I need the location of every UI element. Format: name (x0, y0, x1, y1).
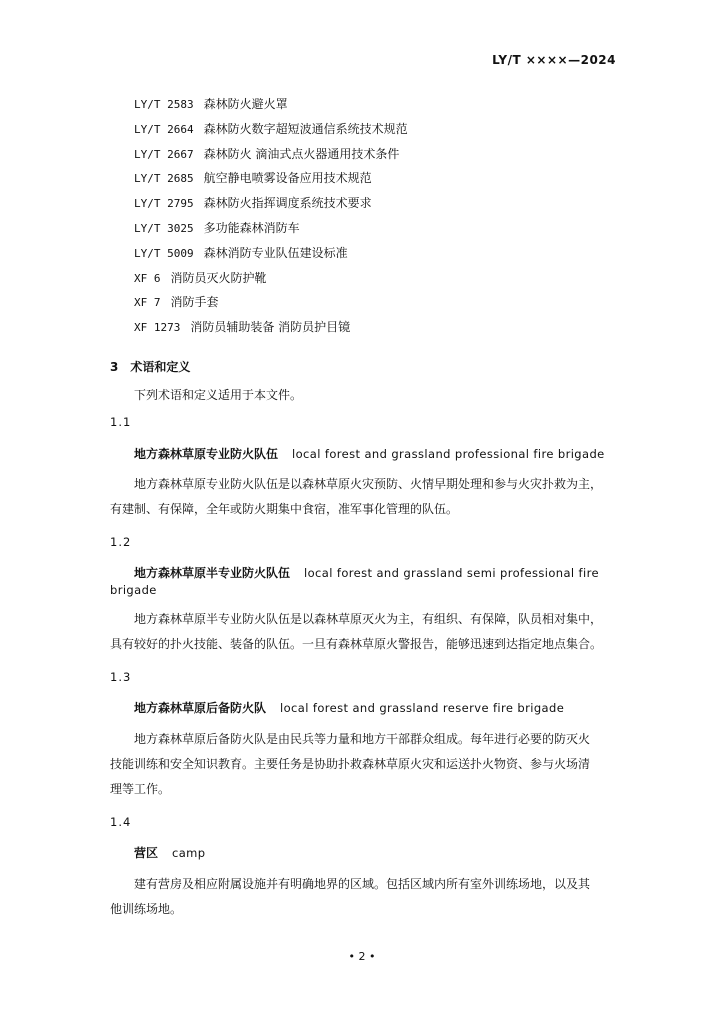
reference-item (134, 119, 408, 144)
section-title: 术语和定义 (130, 360, 191, 374)
term-title-en: local forest and grassland reserve fire brigade (280, 701, 565, 715)
reference-code: LY/T 3025 (134, 221, 194, 235)
page-number: • 2 • (348, 950, 376, 963)
term-title-en: camp (172, 846, 206, 860)
section-heading (110, 358, 190, 375)
reference-item (134, 144, 408, 169)
term-definition-line: 地方森林草原半专业防火队伍是以森林草原灭火为主，有组织、有保障，队员相对集中， (134, 612, 603, 626)
reference-title: 森林防火避火罩 (203, 97, 288, 111)
term-number: 1.2 (110, 535, 132, 549)
reference-item (134, 168, 408, 193)
reference-title: 森林防火数字超短波通信系统技术规范 (203, 121, 408, 136)
term-definition-line: 有建制、有保障，全年或防火期集中食宿，准军事化管理的队伍。 (110, 502, 459, 516)
term-title-en: local forest and grassland semi professional fire (304, 566, 599, 580)
reference-item (134, 94, 408, 119)
reference-title: 消防手套 (170, 295, 219, 310)
term-definition-line: 地方森林草原后备防火队是由民兵等力量和地方干部群众组成。每年进行必要的防灭火 (134, 732, 591, 746)
reference-code: XF 1273 (134, 321, 181, 335)
reference-title: 消防员辅助装备 消防员护目镜 (190, 320, 351, 335)
term-title-en: local forest and grassland professional fire brigade (292, 447, 605, 461)
term-definition-line: 地方森林草原专业防火队伍是以森林草原火灾预防、火情早期处理和参与火灾扑救为主， (134, 477, 603, 491)
reference-title: 消防员灭火防护靴 (170, 270, 267, 285)
reference-item (134, 218, 408, 243)
reference-code: LY/T 5009 (134, 246, 194, 260)
reference-title: 航空静电喷雾设备应用技术规范 (203, 171, 372, 186)
document-code: LY/T ××××—2024 (492, 53, 616, 67)
reference-code: LY/T 2664 (134, 122, 194, 136)
term-title-cn: 地方森林草原后备防火队 (134, 701, 267, 715)
reference-list (134, 94, 408, 342)
reference-title: 森林防火指挥调度系统技术要求 (203, 196, 372, 211)
term-title-en-continued: brigade (110, 583, 157, 597)
term-definition-line: 具有较好的扑火技能、装备的队伍。一旦有森林草原火警报告，能够迅速到达指定地点集合。 (110, 637, 603, 651)
reference-item (134, 193, 408, 218)
section-intro: 下列术语和定义适用于本文件。 (134, 388, 303, 402)
section-number: 3 (110, 360, 119, 374)
reference-item (134, 243, 408, 268)
reference-code: XF 7 (134, 296, 161, 310)
reference-code: LY/T 2795 (134, 197, 194, 211)
term-heading (134, 444, 605, 464)
reference-title: 森林消防专业队伍建设标准 (203, 245, 348, 260)
term-heading (134, 563, 599, 583)
reference-title: 森林防火 滴油式点火器通用技术条件 (203, 146, 400, 161)
term-number: 1.1 (110, 415, 132, 429)
reference-title: 多功能森林消防车 (203, 220, 300, 235)
term-definition-line: 技能训练和安全知识教育。主要任务是协助扑救森林草原火灾和运送扑火物资、参与火场清 (110, 757, 591, 771)
reference-code: LY/T 2667 (134, 147, 194, 161)
reference-code: LY/T 2685 (134, 172, 194, 186)
term-number: 1.4 (110, 815, 132, 829)
term-definition-line: 理等工作。 (110, 782, 171, 796)
term-number: 1.3 (110, 670, 132, 684)
term-heading (134, 698, 564, 718)
term-title-cn: 营区 (134, 846, 159, 860)
reference-item (134, 292, 408, 317)
term-title-cn: 地方森林草原半专业防火队伍 (134, 566, 291, 580)
term-definition-line: 他训练场地。 (110, 902, 183, 916)
term-heading (134, 843, 206, 863)
reference-code: XF 6 (134, 271, 161, 285)
reference-code: LY/T 2583 (134, 98, 194, 111)
reference-item (134, 268, 408, 293)
reference-item (134, 317, 408, 342)
term-title-cn: 地方森林草原专业防火队伍 (134, 447, 279, 461)
term-definition-line: 建有营房及相应附属设施并有明确地界的区域。包括区域内所有室外训练场地，以及其 (134, 877, 591, 891)
